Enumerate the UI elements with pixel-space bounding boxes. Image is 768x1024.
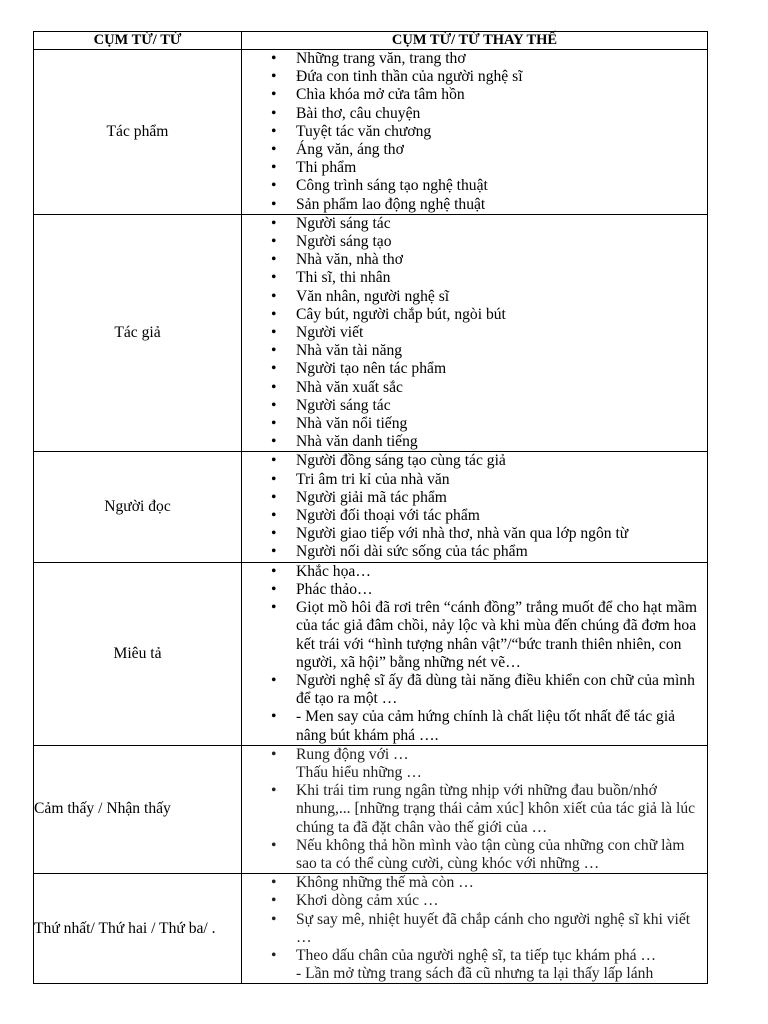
list-item: • Khơi dòng cảm xúc …: [242, 892, 697, 910]
list-item: • Áng văn, áng thơ: [242, 141, 697, 159]
table-row: [34, 452, 708, 562]
list-item: • Sự say mê, nhiệt huyết đã chắp cánh cho người nghệ sĩ khi viết …: [242, 911, 697, 947]
list-item: • Nhà văn, nhà thơ: [242, 251, 697, 269]
replacements-cell: [242, 745, 708, 873]
list-item: • Không những thế mà còn …: [242, 874, 697, 892]
list-item: • Tuyệt tác văn chương: [242, 123, 697, 141]
list-item: • Cây bút, người chắp bút, ngòi bút: [242, 306, 697, 324]
term-cell: Người đọc: [34, 452, 242, 562]
list-item: • Thi phẩm: [242, 159, 697, 177]
list-item: • Người đồng sáng tạo cùng tác giả: [242, 452, 697, 470]
list-item: • Đứa con tinh thần của người nghệ sĩ: [242, 68, 697, 86]
list-item: • Giọt mồ hôi đã rơi trên “cánh đồng” trắng muốt để cho hạt mầm của tác giả đâm chồi, nảy lộc và khi mùa đến chúng đã đơm hoa kết trái với “hình tượng nhân vật”/“bức tranh thiên nhiên, con người, xã hội” bằng những nét vẽ…: [242, 599, 697, 672]
table-row: [34, 562, 708, 745]
list-item: • Người viết: [242, 324, 697, 342]
list-item: • Nhà văn tài năng: [242, 342, 697, 360]
list-item: • Chìa khóa mở cửa tâm hồn: [242, 86, 697, 104]
replacements-cell: [242, 562, 708, 745]
table-row: [34, 874, 708, 984]
list-item: • Người đối thoại với tác phẩm: [242, 507, 697, 525]
list-item: • Thi sĩ, thi nhân: [242, 269, 697, 287]
term-cell: Tác giả: [34, 214, 242, 452]
header-replacements: CỤM TỪ/ TỪ THAY THẾ: [242, 32, 708, 50]
list-item: • Nếu không thả hồn mình vào tận cùng của những con chữ làm sao ta có thể cùng cười, cùng khóc với những …: [242, 837, 697, 873]
list-item: • Người tạo nên tác phẩm: [242, 360, 697, 378]
list-item: • Người sáng tác: [242, 397, 697, 415]
list-item: • Khắc họa…: [242, 563, 697, 581]
header-term: CỤM TỪ/ TỪ: [34, 32, 242, 50]
list-item: • Phác thảo…: [242, 581, 697, 599]
replacements-cell: [242, 214, 708, 452]
replacements-cell: [242, 50, 708, 215]
table-row: [34, 214, 708, 452]
list-item: • Nhà văn danh tiếng: [242, 433, 697, 451]
replacements-cell: [242, 452, 708, 562]
list-item: • Người nghệ sĩ ấy đã dùng tài năng điều khiển con chữ của mình để tạo ra một …: [242, 672, 697, 708]
replacement-list: [242, 50, 707, 214]
term-cell: Miêu tả: [34, 562, 242, 745]
term-cell: Thứ nhất/ Thứ hai / Thứ ba/ .: [34, 874, 242, 984]
table-row: [34, 745, 708, 873]
list-item: • Sản phẩm lao động nghệ thuật: [242, 196, 697, 214]
list-item: • Người nối dài sức sống của tác phẩm: [242, 543, 697, 561]
replacement-list: [242, 874, 707, 983]
list-item: • Người giao tiếp với nhà thơ, nhà văn qua lớp ngôn từ: [242, 525, 697, 543]
list-item: • - Men say của cảm hứng chính là chất liệu tốt nhất để tác giả nâng bút khám phá ….: [242, 708, 697, 744]
list-item: • Tri âm tri kỉ của nhà văn: [242, 471, 697, 489]
list-item: • Những trang văn, trang thơ: [242, 50, 697, 68]
list-item: • Nhà văn xuất sắc: [242, 379, 697, 397]
replacement-list: [242, 563, 707, 745]
list-item: • Rung động với …: [242, 746, 697, 764]
replacement-list: [242, 452, 707, 561]
term-cell: Tác phẩm: [34, 50, 242, 215]
replacement-list: [242, 215, 707, 452]
list-item: • Công trình sáng tạo nghệ thuật: [242, 177, 697, 195]
list-item: • Theo dấu chân của người nghệ sĩ, ta tiếp tục khám phá …: [242, 947, 697, 965]
term-cell: Cảm thấy / Nhận thấy: [34, 745, 242, 873]
list-item: • Văn nhân, người nghệ sĩ: [242, 288, 697, 306]
list-item: Thấu hiểu những …: [296, 763, 422, 781]
table-header-row: [34, 32, 708, 50]
table-row: [34, 50, 708, 215]
replacement-list: [242, 746, 707, 873]
list-item: • Người sáng tác: [242, 215, 697, 233]
vocabulary-table: [33, 31, 708, 984]
list-item: • Nhà văn nổi tiếng: [242, 415, 697, 433]
list-item: • Khi trái tim rung ngân từng nhịp với những đau buồn/nhớ nhung,... [những trạng thái cảm xúc] khôn xiết của tác giả là lúc chúng ta đã đặt chân vào thế giới của …: [242, 782, 697, 837]
list-item: - Lần mở từng trang sách đã cũ nhưng ta lại thấy lấp lánh: [296, 965, 654, 983]
list-item: • Người sáng tạo: [242, 233, 697, 251]
replacements-cell: [242, 874, 708, 984]
list-item: • Người giải mã tác phẩm: [242, 489, 697, 507]
list-item: • Bài thơ, câu chuyện: [242, 105, 697, 123]
